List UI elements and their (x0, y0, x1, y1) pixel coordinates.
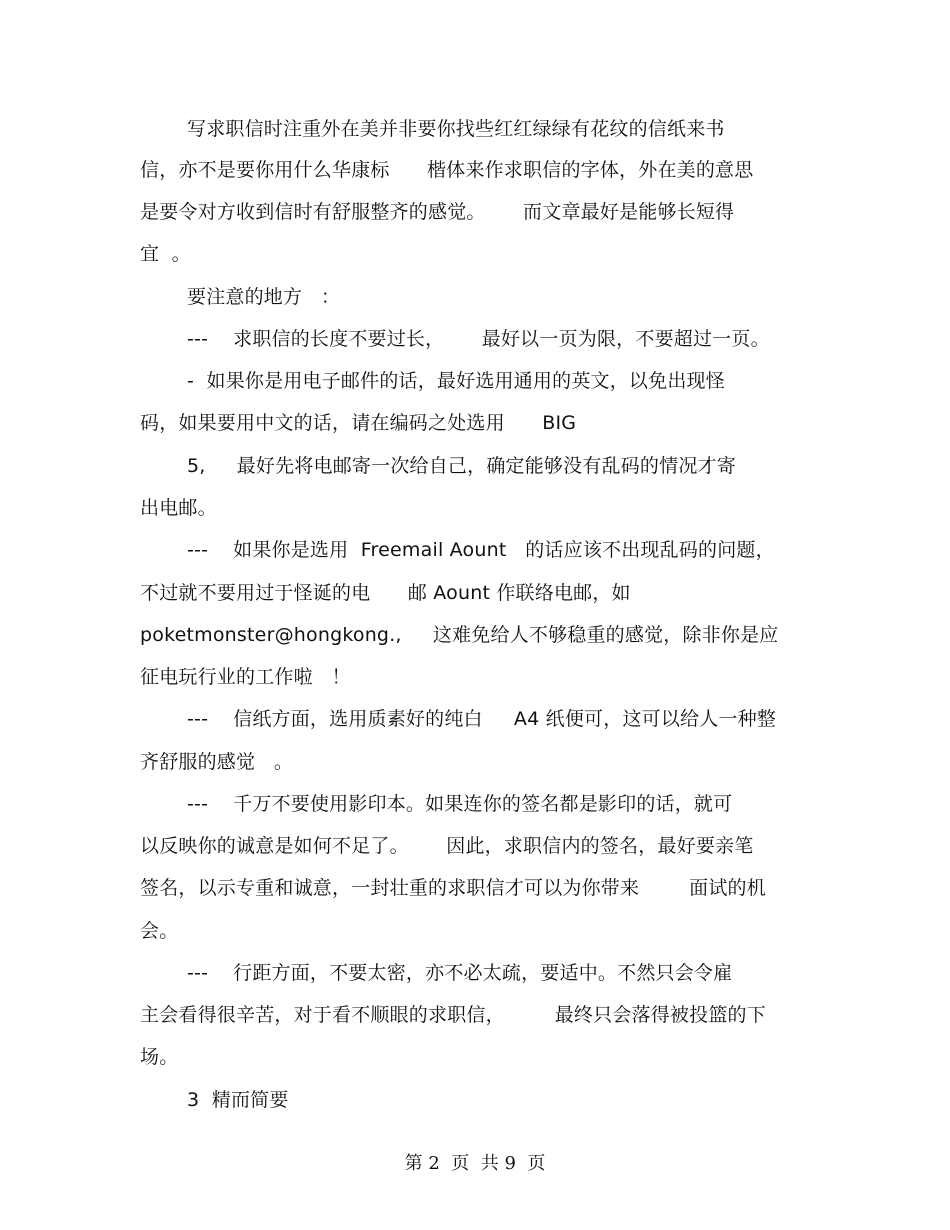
body-line: 码，如果要用中文的话，请在编码之处选用 BIG (140, 412, 577, 434)
body-line: 会。 (140, 920, 179, 942)
body-line: 5, 最好先将电邮寄一次给自己，确定能够没有乱码的情况才寄 (187, 455, 736, 477)
body-line: 信，亦不是要你用什么华康标 楷体来作求职信的字体，外在美的意思 (140, 159, 754, 181)
body-line: 主会看得很辛苦，对于看不顺眼的求职信， 最终只会落得被投篮的下 (140, 1004, 766, 1026)
section-heading: 3 精而简要 (187, 1089, 289, 1111)
body-line: 以反映你的诚意是如何不足了。 因此，求职信内的签名，最好要亲笔 (140, 835, 754, 857)
page-number-footer: 第 2 页 共 9 页 (404, 1153, 546, 1174)
body-line: --- 行距方面，不要太密，亦不必太疏，要适中。不然只会令雇 (187, 962, 733, 984)
body-line: poketmonster@hongkong., 这难免给人不够稳重的感觉，除非你是应 (140, 624, 779, 646)
body-line: 场。 (140, 1046, 179, 1068)
body-line: --- 信纸方面，选用质素好的纯白 A4 纸便可，这可以给人一种整 (187, 708, 777, 730)
body-line: --- 千万不要使用影印本。如果连你的签名都是影印的话，就可 (187, 793, 733, 815)
body-line: 征电玩行业的工作啦 ！ (140, 666, 351, 688)
body-line: 要注意的地方 ： (187, 286, 341, 308)
body-line: 签名，以示专重和诚意，一封壮重的求职信才可以为你带来 面试的机 (140, 877, 766, 899)
body-line: 齐舒服的感觉 。 (140, 751, 294, 773)
body-line: 宜 。 (140, 243, 191, 265)
body-line: - 如果你是用电子邮件的话，最好选用通用的英文，以免出现怪 (187, 370, 725, 392)
body-line: 是要令对方收到信时有舒服整齐的感觉。 而文章最好是能够长短得 (140, 201, 735, 223)
body-line: 出电邮。 (140, 497, 217, 519)
body-line: --- 求职信的长度不要过长， 最好以一页为限，不要超过一页。 (187, 328, 770, 350)
body-line: 写求职信时注重外在美并非要你找些红红绿绿有花纹的信纸来书 (187, 118, 725, 140)
body-line: --- 如果你是选用 Freemail Aount 的话应该不出现乱码的问题， (187, 539, 775, 561)
body-line: 不过就不要用过于怪诞的电 邮 Aount 作联络电邮，如 (140, 582, 631, 604)
